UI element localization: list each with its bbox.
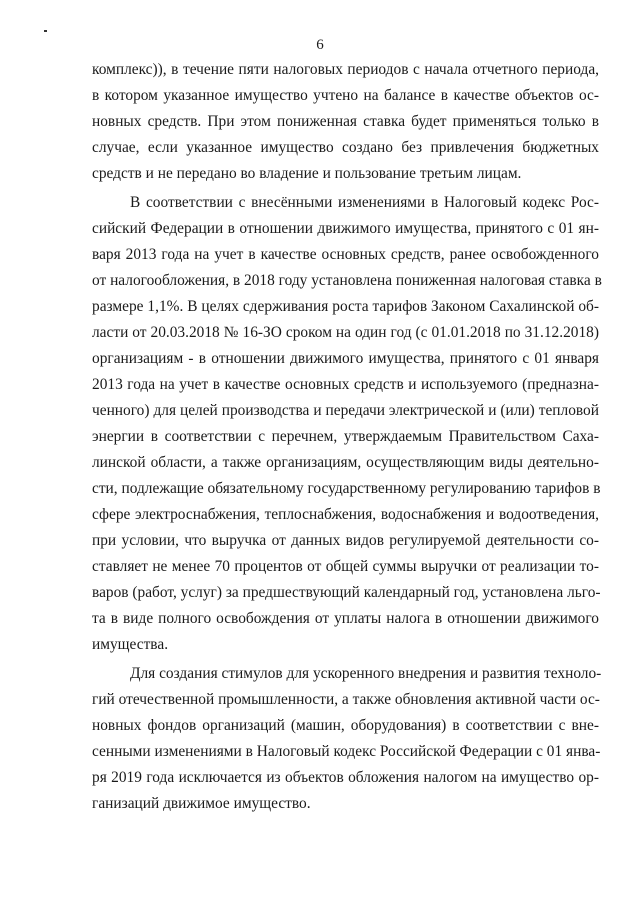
text-line: комплекс)), в течение пяти налоговых периодов с начала отчетного периода, xyxy=(92,61,599,78)
text-line: средств и не передано во владение и пользование третьим лицам. xyxy=(92,165,522,182)
text-line: в котором указанное имущество учтено на балансе в качестве объектов ос- xyxy=(92,87,599,104)
text-line: сфере электроснабжения, теплоснабжения, водоснабжения и водоотведения, xyxy=(92,506,599,523)
text-line: 2013 года на учет в качестве основных средств и используемого (предназна- xyxy=(92,376,599,393)
text-line: ченного) для целей производства и передачи электрической и (или) тепловой xyxy=(92,402,599,419)
text-line: новных средств. При этом пониженная ставка будет применяться только в xyxy=(92,113,599,130)
text-line: случае, если указанное имущество создано без привлечения бюджетных xyxy=(92,139,599,156)
text-line: гий отечественной промышленности, а также обновления активной части ос- xyxy=(92,691,600,708)
text-line: при условии, что выручка от данных видов регулируемой деятельности со- xyxy=(92,532,599,549)
text-line: варя 2013 года на учет в качестве основных средств, ранее освобожденного xyxy=(92,246,599,263)
text-line: ласти от 20.03.2018 № 16-ЗО сроком на один год (с 01.01.2018 по 31.12.2018) xyxy=(92,324,599,341)
text-line: сийский Федерации в отношении движимого имущества, принятого с 01 ян- xyxy=(92,220,599,237)
text-line: та в виде полного освобождения от уплаты налога в отношении движимого xyxy=(92,610,599,627)
text-line: сенными изменениями в Налоговый кодекс Российской Федерации с 01 янва- xyxy=(92,743,601,760)
text-line: организациям - в отношении движимого имущества, принятого с 01 января xyxy=(92,350,599,367)
text-line: ставляет не менее 70 процентов от общей суммы выручки от реализации то- xyxy=(92,558,599,575)
text-line: от налогообложения, в 2018 году установлена пониженная налоговая ставка в xyxy=(92,272,602,289)
text-line: новных фондов организаций (машин, оборудования) в соответствии с вне- xyxy=(92,717,599,734)
text-line: варов (работ, услуг) за предшествующий календарный год, установлена льго- xyxy=(92,584,601,601)
text-line: энергии в соответствии с перечнем, утверждаемым Правительством Саха- xyxy=(92,428,599,445)
scan-artifact-dot xyxy=(44,30,47,32)
text-line: ганизаций движимое имущество. xyxy=(92,795,311,812)
text-line: ря 2019 года исключается из объектов обложения налогом на имущество ор- xyxy=(92,769,599,786)
text-line: размере 1,1%. В целях сдерживания роста тарифов Законом Сахалинской об- xyxy=(92,298,599,315)
text-line: имущества. xyxy=(92,636,169,653)
text-line: Для создания стимулов для ускоренного внедрения и развития техноло- xyxy=(130,665,602,682)
text-line: сти, подлежащие обязательному государственному регулированию тарифов в xyxy=(92,480,601,497)
text-line: В соответствии с внесёнными изменениями в Налоговый кодекс Рос- xyxy=(130,194,599,211)
page-number: 6 xyxy=(316,37,324,53)
text-line: линской области, а также организациям, осуществляющим виды деятельно- xyxy=(92,454,599,471)
